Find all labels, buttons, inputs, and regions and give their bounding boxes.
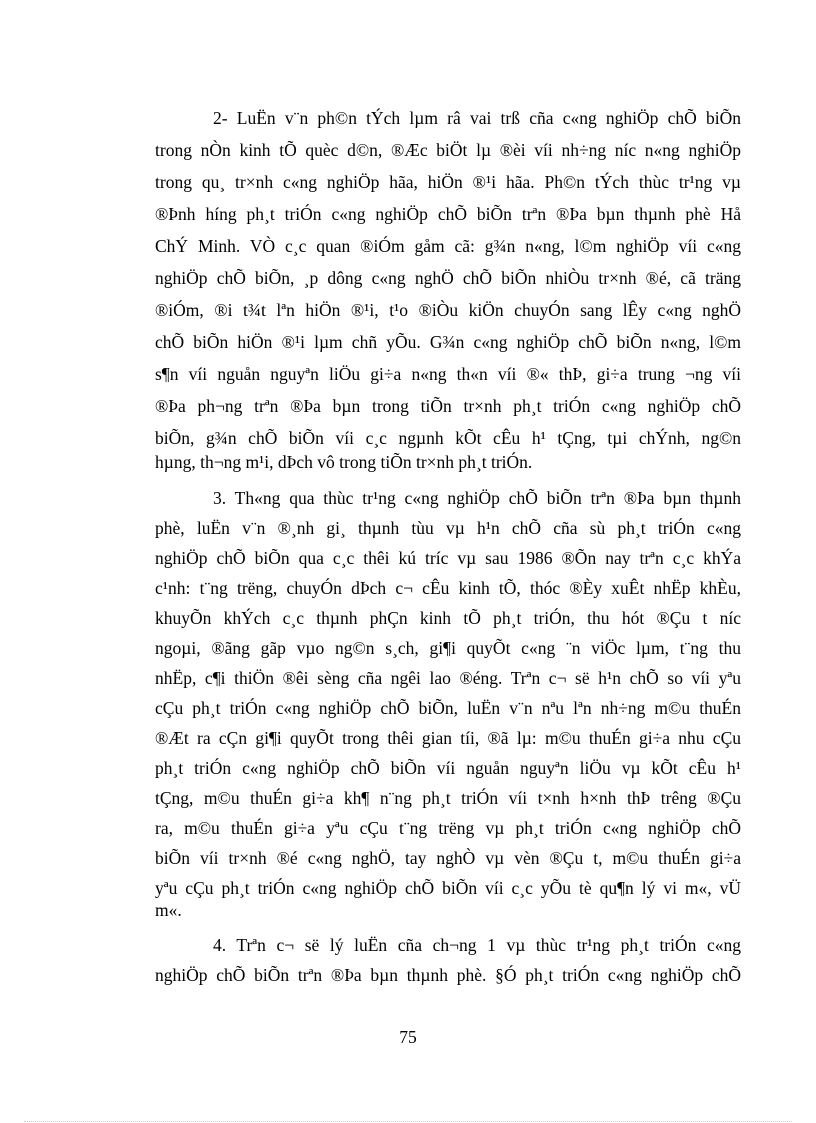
text-line: yªu cÇu ph¸t triÓn c«ng nghiÖp chÕ biÕn víi c¸c yÕu tè qu¶n lý vi m«, vÜ: [155, 878, 741, 898]
text-line: nghiÖp chÕ biÕn trªn ®Þa bµn thµnh phè. §Ó ph¸t triÓn c«ng nghiÖp chÕ: [155, 965, 741, 985]
text-line: 2- LuËn v¨n ph©n tÝch lµm râ vai trß cña c«ng nghiÖp chÕ biÕn: [213, 108, 741, 128]
text-line: ®Þnh híng ph¸t triÓn c«ng nghiÖp chÕ biÕn trªn ®Þa bµn thµnh phè Hå: [155, 204, 741, 224]
text-line: trong nÒn kinh tÕ quèc d©n, ®Æc biÖt lµ ®èi víi nh÷ng níc n«ng nghiÖp: [155, 140, 741, 160]
text-line: m«.: [155, 900, 182, 920]
text-line: biÕn víi tr×nh ®é c«ng nghÖ, tay nghÒ vµ vèn ®Çu t, m©u thuÉn gi÷a: [155, 848, 741, 868]
text-line: ®iÓm, ®i t¾t lªn hiÖn ®¹i, t¹o ®iÒu kiÖn chuyÓn sang lÊy c«ng nghÖ: [155, 300, 741, 320]
text-line: 4. Trªn c¬ së lý luËn cña ch¬ng 1 vµ thùc tr¹ng ph¸t triÓn c«ng: [213, 935, 741, 955]
text-line: khuyÕn khÝch c¸c thµnh phÇn kinh tÕ ph¸t triÓn, thu hót ®Çu t níc: [155, 608, 741, 628]
text-line: ®Æt ra cÇn gi¶i quyÕt trong thêi gian tíi, ®ã lµ: m©u thuÉn gi÷a nhu cÇu: [155, 728, 741, 748]
page-bottom-divider: [24, 1121, 792, 1122]
text-line: ChÝ Minh. VÒ c¸c quan ®iÓm gåm cã: g¾n n«ng, l©m nghiÖp víi c«ng: [155, 236, 741, 256]
text-line: cÇu ph¸t triÓn c«ng nghiÖp chÕ biÕn, luËn v¨n nªu lªn nh÷ng m©u thuÉn: [155, 698, 741, 718]
text-line: ®Þa ph¬ng trªn ®Þa bµn trong tiÕn tr×nh ph¸t triÓn c«ng nghiÖp chÕ: [155, 396, 741, 416]
text-line: ngoµi, ®ãng gãp vµo ng©n s¸ch, gi¶i quyÕt c«ng ¨n viÖc lµm, t¨ng thu: [155, 638, 741, 658]
text-line: nghiÖp chÕ biÕn qua c¸c thêi kú tríc vµ sau 1986 ®Õn nay trªn c¸c khÝa: [155, 548, 741, 568]
text-line: nghiÖp chÕ biÕn, ¸p dông c«ng nghÖ chÕ biÕn nhiÒu tr×nh ®é, cã träng: [155, 268, 741, 288]
page-number: 75: [399, 1027, 417, 1047]
text-line: c¹nh: t¨ng trëng, chuyÓn dÞch c¬ cÊu kinh tÕ, thóc ®Èy xuÊt nhËp khÈu,: [155, 578, 741, 598]
text-line: biÕn, g¾n chÕ biÕn víi c¸c ngµnh kÕt cÊu h¹ tÇng, tµi chÝnh, ng©n: [155, 428, 741, 448]
text-line: chÕ biÕn hiÖn ®¹i lµm chñ yÕu. G¾n c«ng nghiÖp chÕ biÕn n«ng, l©m: [155, 332, 741, 352]
text-line: phè, luËn v¨n ®¸nh gi¸ thµnh tùu vµ h¹n chÕ cña sù ph¸t triÓn c«ng: [155, 518, 741, 538]
text-line: ra, m©u thuÉn gi÷a yªu cÇu t¨ng trëng vµ ph¸t triÓn c«ng nghiÖp chÕ: [155, 818, 741, 838]
text-line: trong qu¸ tr×nh c«ng nghiÖp hãa, hiÖn ®¹i hãa. Ph©n tÝch thùc tr¹ng vµ: [155, 172, 741, 192]
text-line: 3. Th«ng qua thùc tr¹ng c«ng nghiÖp chÕ biÕn trªn ®Þa bµn thµnh: [213, 488, 741, 508]
text-line: s¶n víi nguån nguyªn liÖu gi÷a n«ng th«n víi ®« thÞ, gi÷a trung ¬ng víi: [155, 364, 741, 384]
text-line: tÇng, m©u thuÉn gi÷a kh¶ n¨ng ph¸t triÓn víi t×nh h×nh thÞ trêng ®Çu: [155, 788, 741, 808]
text-line: hµng, th¬ng m¹i, dÞch vô trong tiÕn tr×nh ph¸t triÓn.: [155, 452, 533, 472]
text-line: ph¸t triÓn c«ng nghiÖp chÕ biÕn víi nguån nguyªn liÖu vµ kÕt cÊu h¹: [155, 758, 741, 778]
text-line: nhËp, c¶i thiÖn ®êi sèng cña ngêi lao ®éng. Trªn c¬ së h¹n chÕ so víi yªu: [155, 668, 741, 688]
